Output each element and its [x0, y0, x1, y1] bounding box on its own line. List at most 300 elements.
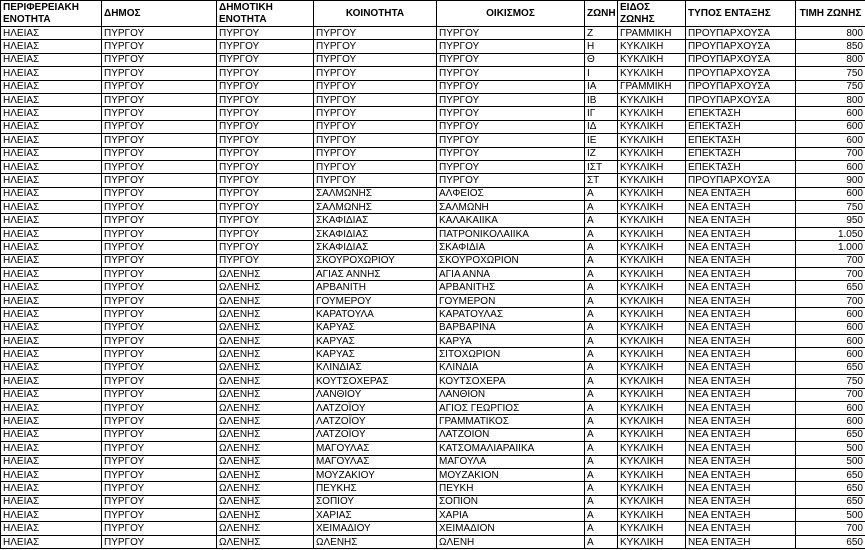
zone-price-cell: 600	[796, 401, 865, 414]
table-row	[1, 535, 865, 548]
zone-cell: ΙΓ	[585, 107, 618, 120]
zone-price-cell: 800	[796, 53, 865, 66]
inclusion-type-cell: ΝΕΑ ΕΝΤΑΞΗ	[686, 294, 796, 307]
table-row	[1, 281, 865, 294]
zone-kind-cell: ΚΥΚΛΙΚΗ	[618, 134, 686, 147]
municipality-cell: ΠΥΡΓΟΥ	[102, 415, 217, 428]
zone-kind-cell: ΚΥΚΛΙΚΗ	[618, 93, 686, 106]
community-cell: ΠΥΡΓΟΥ	[314, 147, 437, 160]
zone-price-cell: 600	[796, 187, 865, 200]
settlement-cell: ΓΡΑΜΜΑΤΙΚΟΣ	[437, 415, 585, 428]
municipality-cell: ΠΥΡΓΟΥ	[102, 535, 217, 548]
table-row	[1, 40, 865, 53]
inclusion-type-cell: ΝΕΑ ΕΝΤΑΞΗ	[686, 401, 796, 414]
table-row	[1, 321, 865, 334]
settlement-cell: ΚΑΡΑΤΟΥΛΑΣ	[437, 308, 585, 321]
table-row	[1, 428, 865, 441]
header-municipal-unit: ΔΗΜΟΤΙΚΗ ΕΝΟΤΗΤΑ	[217, 1, 314, 27]
table-row	[1, 455, 865, 468]
municipal-unit-cell: ΠΥΡΓΟΥ	[217, 27, 314, 40]
zone-kind-cell: ΚΥΚΛΙΚΗ	[618, 201, 686, 214]
settlement-cell: ΠΥΡΓΟΥ	[437, 27, 585, 40]
zone-kind-cell: ΚΥΚΛΙΚΗ	[618, 509, 686, 522]
regional-unit-cell: ΗΛΕΙΑΣ	[1, 442, 102, 455]
municipality-cell: ΠΥΡΓΟΥ	[102, 294, 217, 307]
municipal-unit-cell: ΠΥΡΓΟΥ	[217, 187, 314, 200]
zone-kind-cell: ΚΥΚΛΙΚΗ	[618, 321, 686, 334]
regional-unit-cell: ΗΛΕΙΑΣ	[1, 334, 102, 347]
settlement-cell: ΛΑΝΘΙΟΝ	[437, 388, 585, 401]
zone-cell: Α	[585, 334, 618, 347]
zone-price-cell: 700	[796, 268, 865, 281]
municipal-unit-cell: ΩΛΕΝΗΣ	[217, 468, 314, 481]
zone-cell: Α	[585, 201, 618, 214]
community-cell: ΛΑΤΖΟΪΟΥ	[314, 401, 437, 414]
table-row	[1, 509, 865, 522]
settlement-cell: ΓΟΥΜΕΡΟΝ	[437, 294, 585, 307]
community-cell: ΠΥΡΓΟΥ	[314, 27, 437, 40]
community-cell: ΣΚΟΥΡΟΧΩΡΙΟΥ	[314, 254, 437, 267]
municipal-unit-cell: ΠΥΡΓΟΥ	[217, 67, 314, 80]
inclusion-type-cell: ΝΕΑ ΕΝΤΑΞΗ	[686, 468, 796, 481]
header-row	[1, 1, 865, 27]
header-zone-kind: ΕΙΔΟΣ ΖΩΝΗΣ	[618, 1, 686, 27]
inclusion-type-cell: ΝΕΑ ΕΝΤΑΞΗ	[686, 281, 796, 294]
regional-unit-cell: ΗΛΕΙΑΣ	[1, 375, 102, 388]
zone-cell: ΙΖ	[585, 147, 618, 160]
zone-cell: Α	[585, 375, 618, 388]
community-cell: ΣΚΑΦΙΔΙΑΣ	[314, 214, 437, 227]
municipal-unit-cell: ΩΛΕΝΗΣ	[217, 415, 314, 428]
zone-kind-cell: ΚΥΚΛΙΚΗ	[618, 147, 686, 160]
zone-price-cell: 700	[796, 294, 865, 307]
zone-price-cell: 750	[796, 67, 865, 80]
municipal-unit-cell: ΩΛΕΝΗΣ	[217, 361, 314, 374]
settlement-cell: ΠΥΡΓΟΥ	[437, 53, 585, 66]
regional-unit-cell: ΗΛΕΙΑΣ	[1, 80, 102, 93]
municipal-unit-cell: ΠΥΡΓΟΥ	[217, 214, 314, 227]
community-cell: ΛΑΝΘΙΟΥ	[314, 388, 437, 401]
zone-cell: Α	[585, 308, 618, 321]
settlement-cell: ΠΥΡΓΟΥ	[437, 107, 585, 120]
table-row	[1, 442, 865, 455]
municipal-unit-cell: ΠΥΡΓΟΥ	[217, 93, 314, 106]
zone-cell: Α	[585, 535, 618, 548]
zone-price-cell: 600	[796, 134, 865, 147]
settlement-cell: ΠΥΡΓΟΥ	[437, 160, 585, 173]
table-row	[1, 482, 865, 495]
regional-unit-cell: ΗΛΕΙΑΣ	[1, 308, 102, 321]
table-row	[1, 308, 865, 321]
regional-unit-cell: ΗΛΕΙΑΣ	[1, 67, 102, 80]
zone-price-cell: 750	[796, 375, 865, 388]
settlement-cell: ΠΥΡΓΟΥ	[437, 67, 585, 80]
municipal-unit-cell: ΠΥΡΓΟΥ	[217, 53, 314, 66]
zone-kind-cell: ΚΥΚΛΙΚΗ	[618, 308, 686, 321]
zone-kind-cell: ΚΥΚΛΙΚΗ	[618, 334, 686, 347]
zone-kind-cell: ΚΥΚΛΙΚΗ	[618, 107, 686, 120]
community-cell: ΜΑΓΟΥΛΑΣ	[314, 442, 437, 455]
table-row	[1, 401, 865, 414]
regional-unit-cell: ΗΛΕΙΑΣ	[1, 348, 102, 361]
zone-kind-cell: ΚΥΚΛΙΚΗ	[618, 442, 686, 455]
municipality-cell: ΠΥΡΓΟΥ	[102, 67, 217, 80]
regional-unit-cell: ΗΛΕΙΑΣ	[1, 482, 102, 495]
table-row	[1, 53, 865, 66]
regional-unit-cell: ΗΛΕΙΑΣ	[1, 388, 102, 401]
zone-price-cell: 700	[796, 522, 865, 535]
community-cell: ΛΑΤΖΟΪΟΥ	[314, 428, 437, 441]
zone-price-cell: 600	[796, 160, 865, 173]
community-cell: ΠΥΡΓΟΥ	[314, 174, 437, 187]
municipality-cell: ΠΥΡΓΟΥ	[102, 27, 217, 40]
zone-cell: Α	[585, 482, 618, 495]
municipal-unit-cell: ΠΥΡΓΟΥ	[217, 241, 314, 254]
inclusion-type-cell: ΠΡΟΥΠΑΡΧΟΥΣΑ	[686, 27, 796, 40]
municipality-cell: ΠΥΡΓΟΥ	[102, 308, 217, 321]
community-cell: ΚΑΡΑΤΟΥΛΑ	[314, 308, 437, 321]
municipal-unit-cell: ΩΛΕΝΗΣ	[217, 294, 314, 307]
municipality-cell: ΠΥΡΓΟΥ	[102, 442, 217, 455]
regional-unit-cell: ΗΛΕΙΑΣ	[1, 187, 102, 200]
table-row	[1, 254, 865, 267]
municipal-unit-cell: ΩΛΕΝΗΣ	[217, 428, 314, 441]
inclusion-type-cell: ΕΠΕΚΤΑΣΗ	[686, 160, 796, 173]
community-cell: ΛΑΤΖΟΪΟΥ	[314, 415, 437, 428]
settlement-cell: ΠΥΡΓΟΥ	[437, 93, 585, 106]
zone-kind-cell: ΚΥΚΛΙΚΗ	[618, 254, 686, 267]
municipality-cell: ΠΥΡΓΟΥ	[102, 107, 217, 120]
table-row	[1, 93, 865, 106]
header-settlement: ΟΙΚΙΣΜΟΣ	[437, 1, 585, 27]
zone-cell: ΙΑ	[585, 80, 618, 93]
zone-cell: ΙΒ	[585, 93, 618, 106]
community-cell: ΠΥΡΓΟΥ	[314, 40, 437, 53]
zone-cell: ΙΔ	[585, 120, 618, 133]
inclusion-type-cell: ΝΕΑ ΕΝΤΑΞΗ	[686, 442, 796, 455]
zone-price-cell: 650	[796, 468, 865, 481]
municipality-cell: ΠΥΡΓΟΥ	[102, 241, 217, 254]
municipality-cell: ΠΥΡΓΟΥ	[102, 482, 217, 495]
inclusion-type-cell: ΝΕΑ ΕΝΤΑΞΗ	[686, 535, 796, 548]
municipality-cell: ΠΥΡΓΟΥ	[102, 495, 217, 508]
inclusion-type-cell: ΝΕΑ ΕΝΤΑΞΗ	[686, 375, 796, 388]
inclusion-type-cell: ΝΕΑ ΕΝΤΑΞΗ	[686, 187, 796, 200]
municipality-cell: ΠΥΡΓΟΥ	[102, 388, 217, 401]
inclusion-type-cell: ΝΕΑ ΕΝΤΑΞΗ	[686, 334, 796, 347]
municipality-cell: ΠΥΡΓΟΥ	[102, 120, 217, 133]
zone-price-cell: 600	[796, 334, 865, 347]
settlement-cell: ΚΛΙΝΔΙΑ	[437, 361, 585, 374]
table-row	[1, 201, 865, 214]
zone-price-cell: 650	[796, 281, 865, 294]
zone-kind-cell: ΚΥΚΛΙΚΗ	[618, 468, 686, 481]
settlement-cell: ΠΥΡΓΟΥ	[437, 134, 585, 147]
table-header	[1, 1, 865, 27]
municipal-unit-cell: ΠΥΡΓΟΥ	[217, 147, 314, 160]
regional-unit-cell: ΗΛΕΙΑΣ	[1, 134, 102, 147]
municipality-cell: ΠΥΡΓΟΥ	[102, 334, 217, 347]
municipal-unit-cell: ΩΛΕΝΗΣ	[217, 535, 314, 548]
regional-unit-cell: ΗΛΕΙΑΣ	[1, 120, 102, 133]
municipality-cell: ΠΥΡΓΟΥ	[102, 53, 217, 66]
zone-kind-cell: ΚΥΚΛΙΚΗ	[618, 388, 686, 401]
zone-price-cell: 600	[796, 348, 865, 361]
community-cell: ΣΟΠΙΟΥ	[314, 495, 437, 508]
table-row	[1, 241, 865, 254]
municipality-cell: ΠΥΡΓΟΥ	[102, 147, 217, 160]
zone-cell: Η	[585, 40, 618, 53]
municipality-cell: ΠΥΡΓΟΥ	[102, 361, 217, 374]
community-cell: ΠΥΡΓΟΥ	[314, 53, 437, 66]
table-row	[1, 388, 865, 401]
settlement-cell: ΠΥΡΓΟΥ	[437, 147, 585, 160]
zone-kind-cell: ΚΥΚΛΙΚΗ	[618, 455, 686, 468]
community-cell: ΠΥΡΓΟΥ	[314, 67, 437, 80]
zone-price-cell: 600	[796, 308, 865, 321]
zone-price-cell: 850	[796, 40, 865, 53]
municipal-unit-cell: ΠΥΡΓΟΥ	[217, 107, 314, 120]
regional-unit-cell: ΗΛΕΙΑΣ	[1, 227, 102, 240]
zone-kind-cell: ΚΥΚΛΙΚΗ	[618, 495, 686, 508]
settlement-cell: ΚΑΛΑΚΑΙΙΚΑ	[437, 214, 585, 227]
regional-unit-cell: ΗΛΕΙΑΣ	[1, 321, 102, 334]
inclusion-type-cell: ΝΕΑ ΕΝΤΑΞΗ	[686, 522, 796, 535]
municipal-unit-cell: ΩΛΕΝΗΣ	[217, 401, 314, 414]
zone-cell: Ζ	[585, 27, 618, 40]
regional-unit-cell: ΗΛΕΙΑΣ	[1, 93, 102, 106]
municipality-cell: ΠΥΡΓΟΥ	[102, 187, 217, 200]
municipality-cell: ΠΥΡΓΟΥ	[102, 468, 217, 481]
settlement-cell: ΚΟΥΤΣΟΧΕΡΑ	[437, 375, 585, 388]
zone-kind-cell: ΚΥΚΛΙΚΗ	[618, 361, 686, 374]
community-cell: ΩΛΕΝΗΣ	[314, 535, 437, 548]
zone-cell: Α	[585, 361, 618, 374]
inclusion-type-cell: ΝΕΑ ΕΝΤΑΞΗ	[686, 509, 796, 522]
table-row	[1, 522, 865, 535]
municipal-unit-cell: ΩΛΕΝΗΣ	[217, 482, 314, 495]
header-zone-price: ΤΙΜΗ ΖΩΝΗΣ	[796, 1, 865, 27]
zone-kind-cell: ΓΡΑΜΜΙΚΗ	[618, 27, 686, 40]
municipal-unit-cell: ΩΛΕΝΗΣ	[217, 375, 314, 388]
regional-unit-cell: ΗΛΕΙΑΣ	[1, 495, 102, 508]
municipal-unit-cell: ΠΥΡΓΟΥ	[217, 201, 314, 214]
settlement-cell: ΠΥΡΓΟΥ	[437, 174, 585, 187]
inclusion-type-cell: ΝΕΑ ΕΝΤΑΞΗ	[686, 482, 796, 495]
community-cell: ΠΥΡΓΟΥ	[314, 93, 437, 106]
inclusion-type-cell: ΠΡΟΥΠΑΡΧΟΥΣΑ	[686, 40, 796, 53]
inclusion-type-cell: ΕΠΕΚΤΑΣΗ	[686, 134, 796, 147]
municipality-cell: ΠΥΡΓΟΥ	[102, 281, 217, 294]
municipality-cell: ΠΥΡΓΟΥ	[102, 93, 217, 106]
zone-cell: Α	[585, 428, 618, 441]
table-row	[1, 27, 865, 40]
header-inclusion-type: ΤΥΠΟΣ ΕΝΤΑΞΗΣ	[686, 1, 796, 27]
zone-kind-cell: ΚΥΚΛΙΚΗ	[618, 241, 686, 254]
inclusion-type-cell: ΕΠΕΚΤΑΣΗ	[686, 107, 796, 120]
zone-price-cell: 650	[796, 482, 865, 495]
regional-unit-cell: ΗΛΕΙΑΣ	[1, 107, 102, 120]
municipal-unit-cell: ΠΥΡΓΟΥ	[217, 134, 314, 147]
municipality-cell: ΠΥΡΓΟΥ	[102, 522, 217, 535]
zone-kind-cell: ΚΥΚΛΙΚΗ	[618, 187, 686, 200]
table-row	[1, 187, 865, 200]
zone-cell: Α	[585, 227, 618, 240]
zone-kind-cell: ΚΥΚΛΙΚΗ	[618, 214, 686, 227]
table-row	[1, 174, 865, 187]
zone-kind-cell: ΓΡΑΜΜΙΚΗ	[618, 80, 686, 93]
municipality-cell: ΠΥΡΓΟΥ	[102, 80, 217, 93]
zone-kind-cell: ΚΥΚΛΙΚΗ	[618, 535, 686, 548]
community-cell: ΣΑΛΜΩΝΗΣ	[314, 187, 437, 200]
table-row	[1, 415, 865, 428]
regional-unit-cell: ΗΛΕΙΑΣ	[1, 241, 102, 254]
zone-cell: Α	[585, 281, 618, 294]
settlement-cell: ΣΙΤΟΧΩΡΙΟΝ	[437, 348, 585, 361]
zone-kind-cell: ΚΥΚΛΙΚΗ	[618, 482, 686, 495]
zone-kind-cell: ΚΥΚΛΙΚΗ	[618, 428, 686, 441]
zone-cell: Α	[585, 522, 618, 535]
zone-price-cell: 650	[796, 428, 865, 441]
community-cell: ΣΚΑΦΙΔΙΑΣ	[314, 227, 437, 240]
settlement-cell: ΣΚΟΥΡΟΧΩΡΙΟΝ	[437, 254, 585, 267]
table-row	[1, 495, 865, 508]
zone-cell: Α	[585, 241, 618, 254]
zone-price-cell: 600	[796, 120, 865, 133]
regional-unit-cell: ΗΛΕΙΑΣ	[1, 268, 102, 281]
table-row	[1, 361, 865, 374]
zone-kind-cell: ΚΥΚΛΙΚΗ	[618, 40, 686, 53]
community-cell: ΚΑΡΥΑΣ	[314, 321, 437, 334]
zone-price-cell: 600	[796, 321, 865, 334]
municipality-cell: ΠΥΡΓΟΥ	[102, 214, 217, 227]
zone-price-cell: 600	[796, 415, 865, 428]
zone-price-cell: 900	[796, 174, 865, 187]
header-municipality: ΔΗΜΟΣ	[102, 1, 217, 27]
zone-kind-cell: ΚΥΚΛΙΚΗ	[618, 268, 686, 281]
community-cell: ΣΑΛΜΩΝΗΣ	[314, 201, 437, 214]
community-cell: ΜΑΓΟΥΛΑΣ	[314, 455, 437, 468]
settlement-cell: ΚΑΤΣΟΜΑΛΙΑΡΑΙΙΚΑ	[437, 442, 585, 455]
zone-price-cell: 800	[796, 93, 865, 106]
inclusion-type-cell: ΝΕΑ ΕΝΤΑΞΗ	[686, 388, 796, 401]
zone-kind-cell: ΚΥΚΛΙΚΗ	[618, 53, 686, 66]
municipality-cell: ΠΥΡΓΟΥ	[102, 455, 217, 468]
zone-kind-cell: ΚΥΚΛΙΚΗ	[618, 294, 686, 307]
table-row	[1, 348, 865, 361]
zone-kind-cell: ΚΥΚΛΙΚΗ	[618, 348, 686, 361]
municipality-cell: ΠΥΡΓΟΥ	[102, 375, 217, 388]
zone-kind-cell: ΚΥΚΛΙΚΗ	[618, 522, 686, 535]
inclusion-type-cell: ΝΕΑ ΕΝΤΑΞΗ	[686, 455, 796, 468]
municipality-cell: ΠΥΡΓΟΥ	[102, 134, 217, 147]
zone-price-cell: 700	[796, 147, 865, 160]
municipality-cell: ΠΥΡΓΟΥ	[102, 227, 217, 240]
regional-unit-cell: ΗΛΕΙΑΣ	[1, 509, 102, 522]
zone-price-cell: 800	[796, 27, 865, 40]
regional-unit-cell: ΗΛΕΙΑΣ	[1, 468, 102, 481]
zone-cell: ΣΤ	[585, 174, 618, 187]
zone-kind-cell: ΚΥΚΛΙΚΗ	[618, 227, 686, 240]
municipal-unit-cell: ΩΛΕΝΗΣ	[217, 268, 314, 281]
table-row	[1, 375, 865, 388]
regional-unit-cell: ΗΛΕΙΑΣ	[1, 214, 102, 227]
header-community: ΚΟΙΝΟΤΗΤΑ	[314, 1, 437, 27]
community-cell: ΠΥΡΓΟΥ	[314, 107, 437, 120]
settlement-cell: ΑΛΦΕΙΟΣ	[437, 187, 585, 200]
municipal-unit-cell: ΩΛΕΝΗΣ	[217, 348, 314, 361]
zone-kind-cell: ΚΥΚΛΙΚΗ	[618, 174, 686, 187]
regional-unit-cell: ΗΛΕΙΑΣ	[1, 535, 102, 548]
zone-price-cell: 1.000	[796, 241, 865, 254]
settlement-cell: ΛΑΤΖΟΙΟΝ	[437, 428, 585, 441]
municipal-unit-cell: ΠΥΡΓΟΥ	[217, 227, 314, 240]
table-row	[1, 120, 865, 133]
zone-cell: Α	[585, 348, 618, 361]
municipality-cell: ΠΥΡΓΟΥ	[102, 160, 217, 173]
community-cell: ΚΑΡΥΑΣ	[314, 334, 437, 347]
zone-cell: Α	[585, 187, 618, 200]
zone-price-cell: 1.050	[796, 227, 865, 240]
zone-price-cell: 650	[796, 361, 865, 374]
inclusion-type-cell: ΝΕΑ ΕΝΤΑΞΗ	[686, 495, 796, 508]
regional-unit-cell: ΗΛΕΙΑΣ	[1, 254, 102, 267]
regional-unit-cell: ΗΛΕΙΑΣ	[1, 428, 102, 441]
settlement-cell: ΣΚΑΦΙΔΙΑ	[437, 241, 585, 254]
inclusion-type-cell: ΝΕΑ ΕΝΤΑΞΗ	[686, 227, 796, 240]
zone-price-cell: 600	[796, 107, 865, 120]
municipal-unit-cell: ΠΥΡΓΟΥ	[217, 40, 314, 53]
community-cell: ΠΕΥΚΗΣ	[314, 482, 437, 495]
settlement-cell: ΚΑΡΥΑ	[437, 334, 585, 347]
settlement-cell: ΣΑΛΜΩΝΗ	[437, 201, 585, 214]
municipality-cell: ΠΥΡΓΟΥ	[102, 201, 217, 214]
regional-unit-cell: ΗΛΕΙΑΣ	[1, 401, 102, 414]
table-row	[1, 67, 865, 80]
inclusion-type-cell: ΠΡΟΥΠΑΡΧΟΥΣΑ	[686, 93, 796, 106]
regional-unit-cell: ΗΛΕΙΑΣ	[1, 40, 102, 53]
municipal-unit-cell: ΩΛΕΝΗΣ	[217, 388, 314, 401]
municipality-cell: ΠΥΡΓΟΥ	[102, 321, 217, 334]
zone-cell: Α	[585, 321, 618, 334]
municipality-cell: ΠΥΡΓΟΥ	[102, 428, 217, 441]
zone-kind-cell: ΚΥΚΛΙΚΗ	[618, 375, 686, 388]
table-row	[1, 227, 865, 240]
zone-price-cell: 750	[796, 80, 865, 93]
regional-unit-cell: ΗΛΕΙΑΣ	[1, 415, 102, 428]
inclusion-type-cell: ΝΕΑ ΕΝΤΑΞΗ	[686, 415, 796, 428]
zone-cell: Α	[585, 509, 618, 522]
municipality-cell: ΠΥΡΓΟΥ	[102, 254, 217, 267]
inclusion-type-cell: ΝΕΑ ΕΝΤΑΞΗ	[686, 428, 796, 441]
zone-kind-cell: ΚΥΚΛΙΚΗ	[618, 160, 686, 173]
community-cell: ΧΑΡΙΑΣ	[314, 509, 437, 522]
settlement-cell: ΜΟΥΖΑΚΙΟΝ	[437, 468, 585, 481]
settlement-cell: ΑΓΙΑ ΑΝΝΑ	[437, 268, 585, 281]
municipal-unit-cell: ΠΥΡΓΟΥ	[217, 254, 314, 267]
municipal-unit-cell: ΩΛΕΝΗΣ	[217, 442, 314, 455]
regional-unit-cell: ΗΛΕΙΑΣ	[1, 174, 102, 187]
settlement-cell: ΠΕΥΚΗ	[437, 482, 585, 495]
community-cell: ΣΚΑΦΙΔΙΑΣ	[314, 241, 437, 254]
community-cell: ΑΡΒΑΝΙΤΗ	[314, 281, 437, 294]
community-cell: ΠΥΡΓΟΥ	[314, 120, 437, 133]
community-cell: ΜΟΥΖΑΚΙΟΥ	[314, 468, 437, 481]
inclusion-type-cell: ΝΕΑ ΕΝΤΑΞΗ	[686, 361, 796, 374]
zone-cell: Θ	[585, 53, 618, 66]
zone-cell: Α	[585, 254, 618, 267]
inclusion-type-cell: ΝΕΑ ΕΝΤΑΞΗ	[686, 254, 796, 267]
